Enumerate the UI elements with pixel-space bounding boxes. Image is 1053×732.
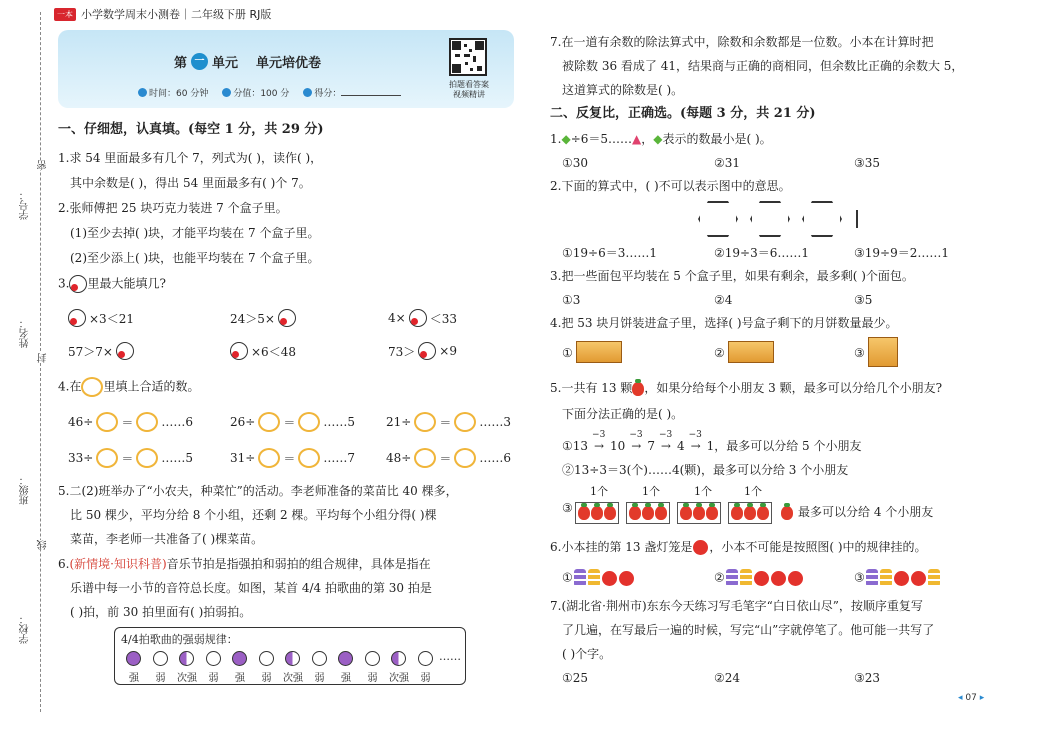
strawberry-group (728, 502, 772, 524)
strawberry-icon (591, 506, 603, 520)
seal-mark-feng: 封 (38, 353, 49, 363)
beat-circle (126, 651, 141, 666)
c5-o1-val: 1 (706, 439, 715, 453)
page-number (958, 693, 984, 703)
answer-circle[interactable] (278, 309, 296, 327)
c7-line-b: 了几遍，在写最后一遍的时候，写完“山”字就停笔了。他可能一共写了 (562, 623, 935, 637)
c6-option-3[interactable] (854, 569, 941, 587)
title-panel (58, 30, 514, 108)
page-number-text: 07 (965, 693, 977, 703)
q3-expr: ×9 (439, 344, 457, 358)
c1-text: 表示的数最小是( )。 (662, 132, 772, 146)
q4-expr: ＝ (121, 415, 134, 430)
c6-option-2[interactable] (714, 569, 804, 587)
q1-line-b: 其中余数是( )，得出 54 里面最多有( )个 7。 (70, 176, 311, 190)
arrow-label: −3 (658, 430, 673, 440)
hexagon-figure (698, 201, 738, 237)
green-diamond-icon: ◆ (561, 132, 571, 146)
q4-item-4 (68, 448, 193, 468)
answer-circle[interactable] (258, 412, 280, 432)
brand-badge: 一本 (54, 8, 76, 21)
unit-title-pre: 第 (174, 56, 188, 71)
beat-circle (365, 651, 380, 666)
c6-o-num: ③ (854, 570, 865, 585)
arrow-label: −3 (629, 430, 643, 440)
q4-expr: ……3 (479, 415, 511, 429)
c5-o1-end: ，最多可以分给 5 个小朋友 (714, 439, 862, 453)
yellow-lantern-icon (740, 569, 752, 587)
exam-meta (138, 86, 401, 99)
seal-mark-xian: 线 (38, 540, 49, 550)
q5-line-c: 菜苗，李老师一共准备了( )棵菜苗。 (70, 532, 264, 546)
exam-name: 单元培优卷 (256, 56, 322, 71)
q3-expr: 24＞5× (230, 311, 275, 326)
strawberry-icon (680, 506, 692, 520)
c6-option-1[interactable] (562, 569, 635, 587)
q4-expr: ＝ (283, 415, 296, 430)
q3-item-5 (230, 342, 296, 360)
q4-expr: ……5 (323, 415, 355, 429)
next-arrow-icon: ▸ (979, 693, 985, 703)
beat-circle (312, 651, 327, 666)
c6-o-num: ① (562, 570, 573, 585)
strawberry-icon (693, 506, 705, 520)
answer-circle[interactable] (136, 412, 158, 432)
section-2-title: 二、反复比，正确选。(每题 3 分，共 21 分) (550, 106, 816, 121)
q4-text: 里填上合适的数。 (103, 379, 200, 394)
qr-caption-1: 拍题看答案 (449, 80, 489, 89)
strawberry-icon (632, 382, 644, 396)
answer-circle[interactable] (230, 342, 248, 360)
answer-circle[interactable] (116, 342, 134, 360)
q4-expr: ……6 (161, 415, 193, 429)
answer-circle[interactable] (454, 412, 476, 432)
beat-label: 强 (341, 673, 351, 684)
class-label: 班级： (20, 475, 31, 505)
answer-circle[interactable] (258, 448, 280, 468)
green-diamond-icon: ◆ (653, 132, 663, 146)
points-icon (222, 88, 231, 97)
q7-line-c: 这道算式的除数是( )。 (562, 83, 684, 97)
strawberry-icon (706, 506, 718, 520)
subtract-arrow: −3 → (685, 438, 707, 454)
clock-icon (138, 88, 147, 97)
q4-expr: ＝ (121, 451, 134, 466)
prev-arrow-icon: ◂ (958, 693, 963, 703)
q3-expr: ×3＜21 (89, 311, 134, 326)
c5-o1-val: 7 (647, 439, 655, 453)
q4-item-1 (68, 412, 193, 432)
beat-label: 强 (235, 673, 245, 684)
q7-line-a: 7.在一道有余数的除法算式中，除数和余数都是一位数。小本在计算时把 (550, 35, 934, 49)
purple-lantern-icon (726, 569, 738, 587)
q3-expr: ×6＜48 (251, 344, 296, 359)
beat-label: 弱 (367, 673, 378, 684)
yellow-lantern-icon (880, 569, 892, 587)
q4-expr: ＝ (439, 451, 452, 466)
unit-title-post: 单元 (212, 56, 239, 71)
c4-option-1[interactable]: ① (562, 346, 573, 360)
mooncake-box-icon (576, 341, 622, 363)
c6-stem (550, 539, 927, 555)
q3-stem (58, 275, 166, 293)
red-triangle-icon: ▲ (632, 132, 642, 146)
q4-item-3 (386, 412, 511, 432)
c2-option-3[interactable]: ③19÷9＝2……1 (854, 246, 949, 260)
c5-option-3-text: 最多可以分给 4 个小朋友 (798, 505, 934, 519)
beat-circle (418, 651, 433, 666)
q3-expr: 4× (388, 311, 406, 325)
binding-margin (0, 0, 49, 732)
c3-option-1[interactable]: ①3 (562, 293, 581, 307)
seal-mark-mi: 密 (38, 160, 49, 170)
qr-caption-2: 视频精讲 (453, 90, 485, 99)
got-text: 得分： (314, 89, 342, 99)
beat-label: 次强 (389, 673, 409, 684)
q2-part-1: (1)至少去掉( )块，才能平均装在 7 个盒子里。 (70, 226, 320, 240)
c4-option-3[interactable]: ③ (854, 346, 865, 360)
arrow-label: −3 (592, 430, 606, 440)
rhythm-title: 4/4拍歌曲的强弱规律： (121, 633, 238, 646)
c5-ask: 下面分法正确的是( )。 (562, 407, 684, 421)
answer-circle[interactable] (96, 448, 118, 468)
purple-lantern-icon (866, 569, 878, 587)
strawberry-group (677, 502, 721, 524)
beat-circle (179, 651, 194, 666)
c5-option-2[interactable]: ②13÷3＝3(个)……4(颗)，最多可以分给 3 个小朋友 (562, 463, 849, 477)
q6-line-b: 乐谱中每一小节的音符总长度。如图，某首 4/4 拍歌曲的第 30 拍是 (70, 581, 432, 595)
q3-num: 3. (58, 276, 70, 291)
rhythm-figure (114, 627, 466, 685)
group-label: 1个 (590, 485, 608, 498)
beat-label: 次强 (177, 673, 197, 684)
beat-label: 弱 (314, 673, 325, 684)
q2-part-2: (2)至少添上( )块，也能平均装在 7 个盒子里。 (70, 251, 320, 265)
hexagon-figure (750, 201, 790, 237)
c7-option-2[interactable]: ②24 (714, 671, 741, 685)
group-label: 1个 (642, 485, 660, 498)
answer-circle[interactable] (454, 448, 476, 468)
q4-item-5 (230, 448, 355, 468)
answer-circle[interactable] (298, 412, 320, 432)
answer-circle[interactable] (68, 309, 86, 327)
beat-circle (206, 651, 221, 666)
time-info (138, 86, 208, 99)
got-info (303, 86, 401, 99)
red-lantern-icon (788, 571, 803, 586)
c3-option-3[interactable]: ③5 (854, 293, 873, 307)
red-lantern-icon (602, 571, 617, 586)
check-icon (303, 88, 312, 97)
q4-expr: 21÷ (386, 415, 412, 429)
answer-circle[interactable] (414, 448, 436, 468)
beat-circle (232, 651, 247, 666)
answer-circle[interactable] (418, 342, 436, 360)
mooncake-box-icon (728, 341, 774, 363)
student-number-label: 学号： (20, 190, 31, 220)
score-info (222, 86, 289, 99)
subtract-arrow: −3 → (625, 438, 647, 454)
qr-code[interactable] (449, 38, 487, 76)
unit-title (174, 52, 321, 71)
c2-stem: 2.下面的算式中，( )不可以表示图中的意思。 (550, 179, 791, 193)
q4-expr: 26÷ (230, 415, 256, 429)
beat-ellipsis: …… (439, 650, 461, 663)
stick-figure (856, 210, 858, 228)
c6-o-num: ② (714, 570, 725, 585)
c1-option-3[interactable]: ③35 (854, 156, 881, 170)
q3-item-3 (388, 309, 457, 327)
strawberry-icon (757, 506, 769, 520)
c7-option-1[interactable]: ①25 (562, 671, 589, 685)
q4-expr: 33÷ (68, 451, 94, 465)
q4-expr: 46÷ (68, 415, 94, 429)
red-lantern-icon (771, 571, 786, 586)
answer-circle[interactable] (414, 412, 436, 432)
beat-circle (391, 651, 406, 666)
series-title: 小学数学周末小测卷｜二年级下册 RJ版 (81, 8, 272, 21)
c1-option-2[interactable]: ②31 (714, 156, 741, 170)
c5-stem (550, 380, 942, 396)
q5-line-b: 比 50 棵少，平均分给 8 个小组，还剩 2 棵。平均每个小组分得( )棵 (70, 508, 437, 522)
c4-option-2[interactable]: ② (714, 346, 725, 360)
strawberry-icon (655, 506, 667, 520)
c1-stem (550, 131, 772, 147)
c1-option-1[interactable]: ①30 (562, 156, 589, 170)
strawberry-icon (744, 506, 756, 520)
c7-line-a: 7.(湖北省·荆州市)东东今天练习写毛笔字“白日依山尽”，按顺序重复写 (550, 599, 923, 613)
q4-item-2 (230, 412, 355, 432)
qr-caption (444, 80, 494, 100)
score-text: 分值：100 分 (233, 89, 290, 99)
q3-item-4 (68, 342, 134, 360)
answer-circle[interactable] (96, 412, 118, 432)
q4-expr: ＝ (439, 415, 452, 430)
c5-o1-start: ①13 (562, 439, 589, 453)
q6-line-c: ( )拍，前 30 拍里面有( )拍弱拍。 (70, 605, 252, 619)
beat-label: 强 (129, 673, 139, 684)
q3-expr: 57＞7× (68, 344, 113, 359)
strawberry-icon (604, 506, 616, 520)
answer-circle[interactable] (298, 448, 320, 468)
beat-circle (259, 651, 274, 666)
c2-option-2[interactable]: ②19÷3＝6……1 (714, 246, 809, 260)
c6-text: ，小本不可能是按照图( )中的规律挂的。 (709, 540, 927, 554)
c4-stem: 4.把 53 块月饼装进盒子里，选择( )号盒子剩下的月饼数量最少。 (550, 316, 898, 330)
c5-o1-val: 10 (610, 439, 626, 453)
q6-text: 音乐节拍是指强拍和弱拍的组合规律，具体是指在 (166, 557, 431, 571)
group-label: 1个 (744, 485, 762, 498)
yellow-lantern-icon (588, 569, 600, 587)
c1-num: 1. (550, 132, 562, 146)
c6-pre: 6.小本挂的第 13 盏灯笼是 (550, 540, 693, 554)
beat-label: 弱 (155, 673, 166, 684)
q3-item-2 (230, 309, 296, 327)
c7-option-3[interactable]: ③23 (854, 671, 881, 685)
strawberry-group (626, 502, 670, 524)
school-label: 学校： (20, 614, 31, 644)
beat-circle (338, 651, 353, 666)
c3-option-2[interactable]: ②4 (714, 293, 733, 307)
q4-expr: 48÷ (386, 451, 412, 465)
lantern-icon (693, 540, 708, 555)
purple-lantern-icon (574, 569, 586, 587)
subtract-arrow: −3 → (655, 438, 677, 454)
q3-text: 里最大能填几? (87, 276, 166, 291)
red-lantern-icon (619, 571, 634, 586)
beat-label: 弱 (420, 673, 431, 684)
arrow-label: −3 (688, 430, 702, 440)
c2-option-1[interactable]: ①19÷6＝3……1 (562, 246, 657, 260)
answer-circle[interactable] (409, 309, 427, 327)
q3-expr: 73＞ (388, 344, 416, 359)
strawberry-icon (642, 506, 654, 520)
name-label: 姓名： (20, 318, 31, 348)
c1-comma: ， (641, 132, 654, 146)
subtract-arrow: −3 → (588, 438, 610, 454)
c5-option-1[interactable] (562, 430, 862, 454)
q4-expr: ……6 (479, 451, 511, 465)
q1-line-a: 1.求 54 里面最多有几个 7，列式为( )，读作( )， (58, 151, 323, 165)
q4-stem (58, 377, 199, 397)
strawberry-icon (731, 506, 743, 520)
answer-circle[interactable] (136, 448, 158, 468)
beat-label: 弱 (261, 673, 272, 684)
q4-item-6 (386, 448, 511, 468)
group-label: 1个 (694, 485, 712, 498)
q3-item-6 (388, 342, 457, 360)
q4-expr: 31÷ (230, 451, 256, 465)
red-lantern-icon (754, 571, 769, 586)
q2-stem: 2.张师傅把 25 块巧克力装进 7 个盒子里。 (58, 201, 288, 215)
q6-line-a: 6.(新情境·知识科普)音乐节拍是指强拍和弱拍的组合规律，具体是指在 (58, 557, 431, 571)
c5-o1-val: 4 (676, 439, 685, 453)
strawberry-icon (781, 506, 793, 520)
beat-circle (285, 651, 300, 666)
series-header (54, 6, 271, 22)
gold-circle-icon (81, 377, 103, 397)
q7-line-b: 被除数 36 看成了 41，结果商与正确的商相同，但余数比正确的余数大 5， (562, 59, 964, 73)
beat-label: 弱 (208, 673, 219, 684)
yellow-lantern-icon (928, 569, 940, 587)
q4-expr: ……7 (323, 451, 355, 465)
c3-stem: 3.把一些面包平均装在 5 个盒子里，如果有剩余，最多剩( )个面包。 (550, 269, 914, 283)
q3-item-1 (68, 309, 134, 327)
c5-text: ，如果分给每个小朋友 3 颗，最多可以分给几个小朋友? (644, 381, 943, 395)
beat-label: 次强 (283, 673, 303, 684)
q5-line-a: 5.二(2)班举办了“小农夫，种菜忙”的活动。李老师准备的菜苗比 40 棵多， (58, 484, 458, 498)
hexagon-figure (802, 201, 842, 237)
c5-option-3-num[interactable]: ③ (562, 501, 573, 515)
q3-expr: ＜33 (429, 311, 457, 326)
red-lantern-icon (894, 571, 909, 586)
q4-expr: ＝ (283, 451, 296, 466)
q4-pre: 4.在 (58, 379, 82, 394)
mooncake-box-icon (868, 337, 898, 367)
c7-line-c: ( )个字。 (562, 647, 612, 661)
score-blank[interactable] (341, 87, 401, 96)
red-circle-icon (69, 275, 87, 293)
c5-pre: 5.一共有 13 颗 (550, 381, 633, 395)
section-1-title: 一、仔细想，认真填。(每空 1 分，共 29 分) (58, 122, 324, 137)
unit-number-badge: 一 (191, 53, 208, 70)
c1-expr: ÷6＝5…… (570, 132, 633, 146)
q4-expr: ……5 (161, 451, 193, 465)
strawberry-group (575, 502, 619, 524)
beat-circle (153, 651, 168, 666)
time-text: 时间：60 分钟 (149, 89, 209, 99)
red-lantern-icon (911, 571, 926, 586)
strawberry-icon (629, 506, 641, 520)
q6-tag: (新情境·知识科普) (69, 557, 167, 571)
strawberry-icon (578, 506, 590, 520)
